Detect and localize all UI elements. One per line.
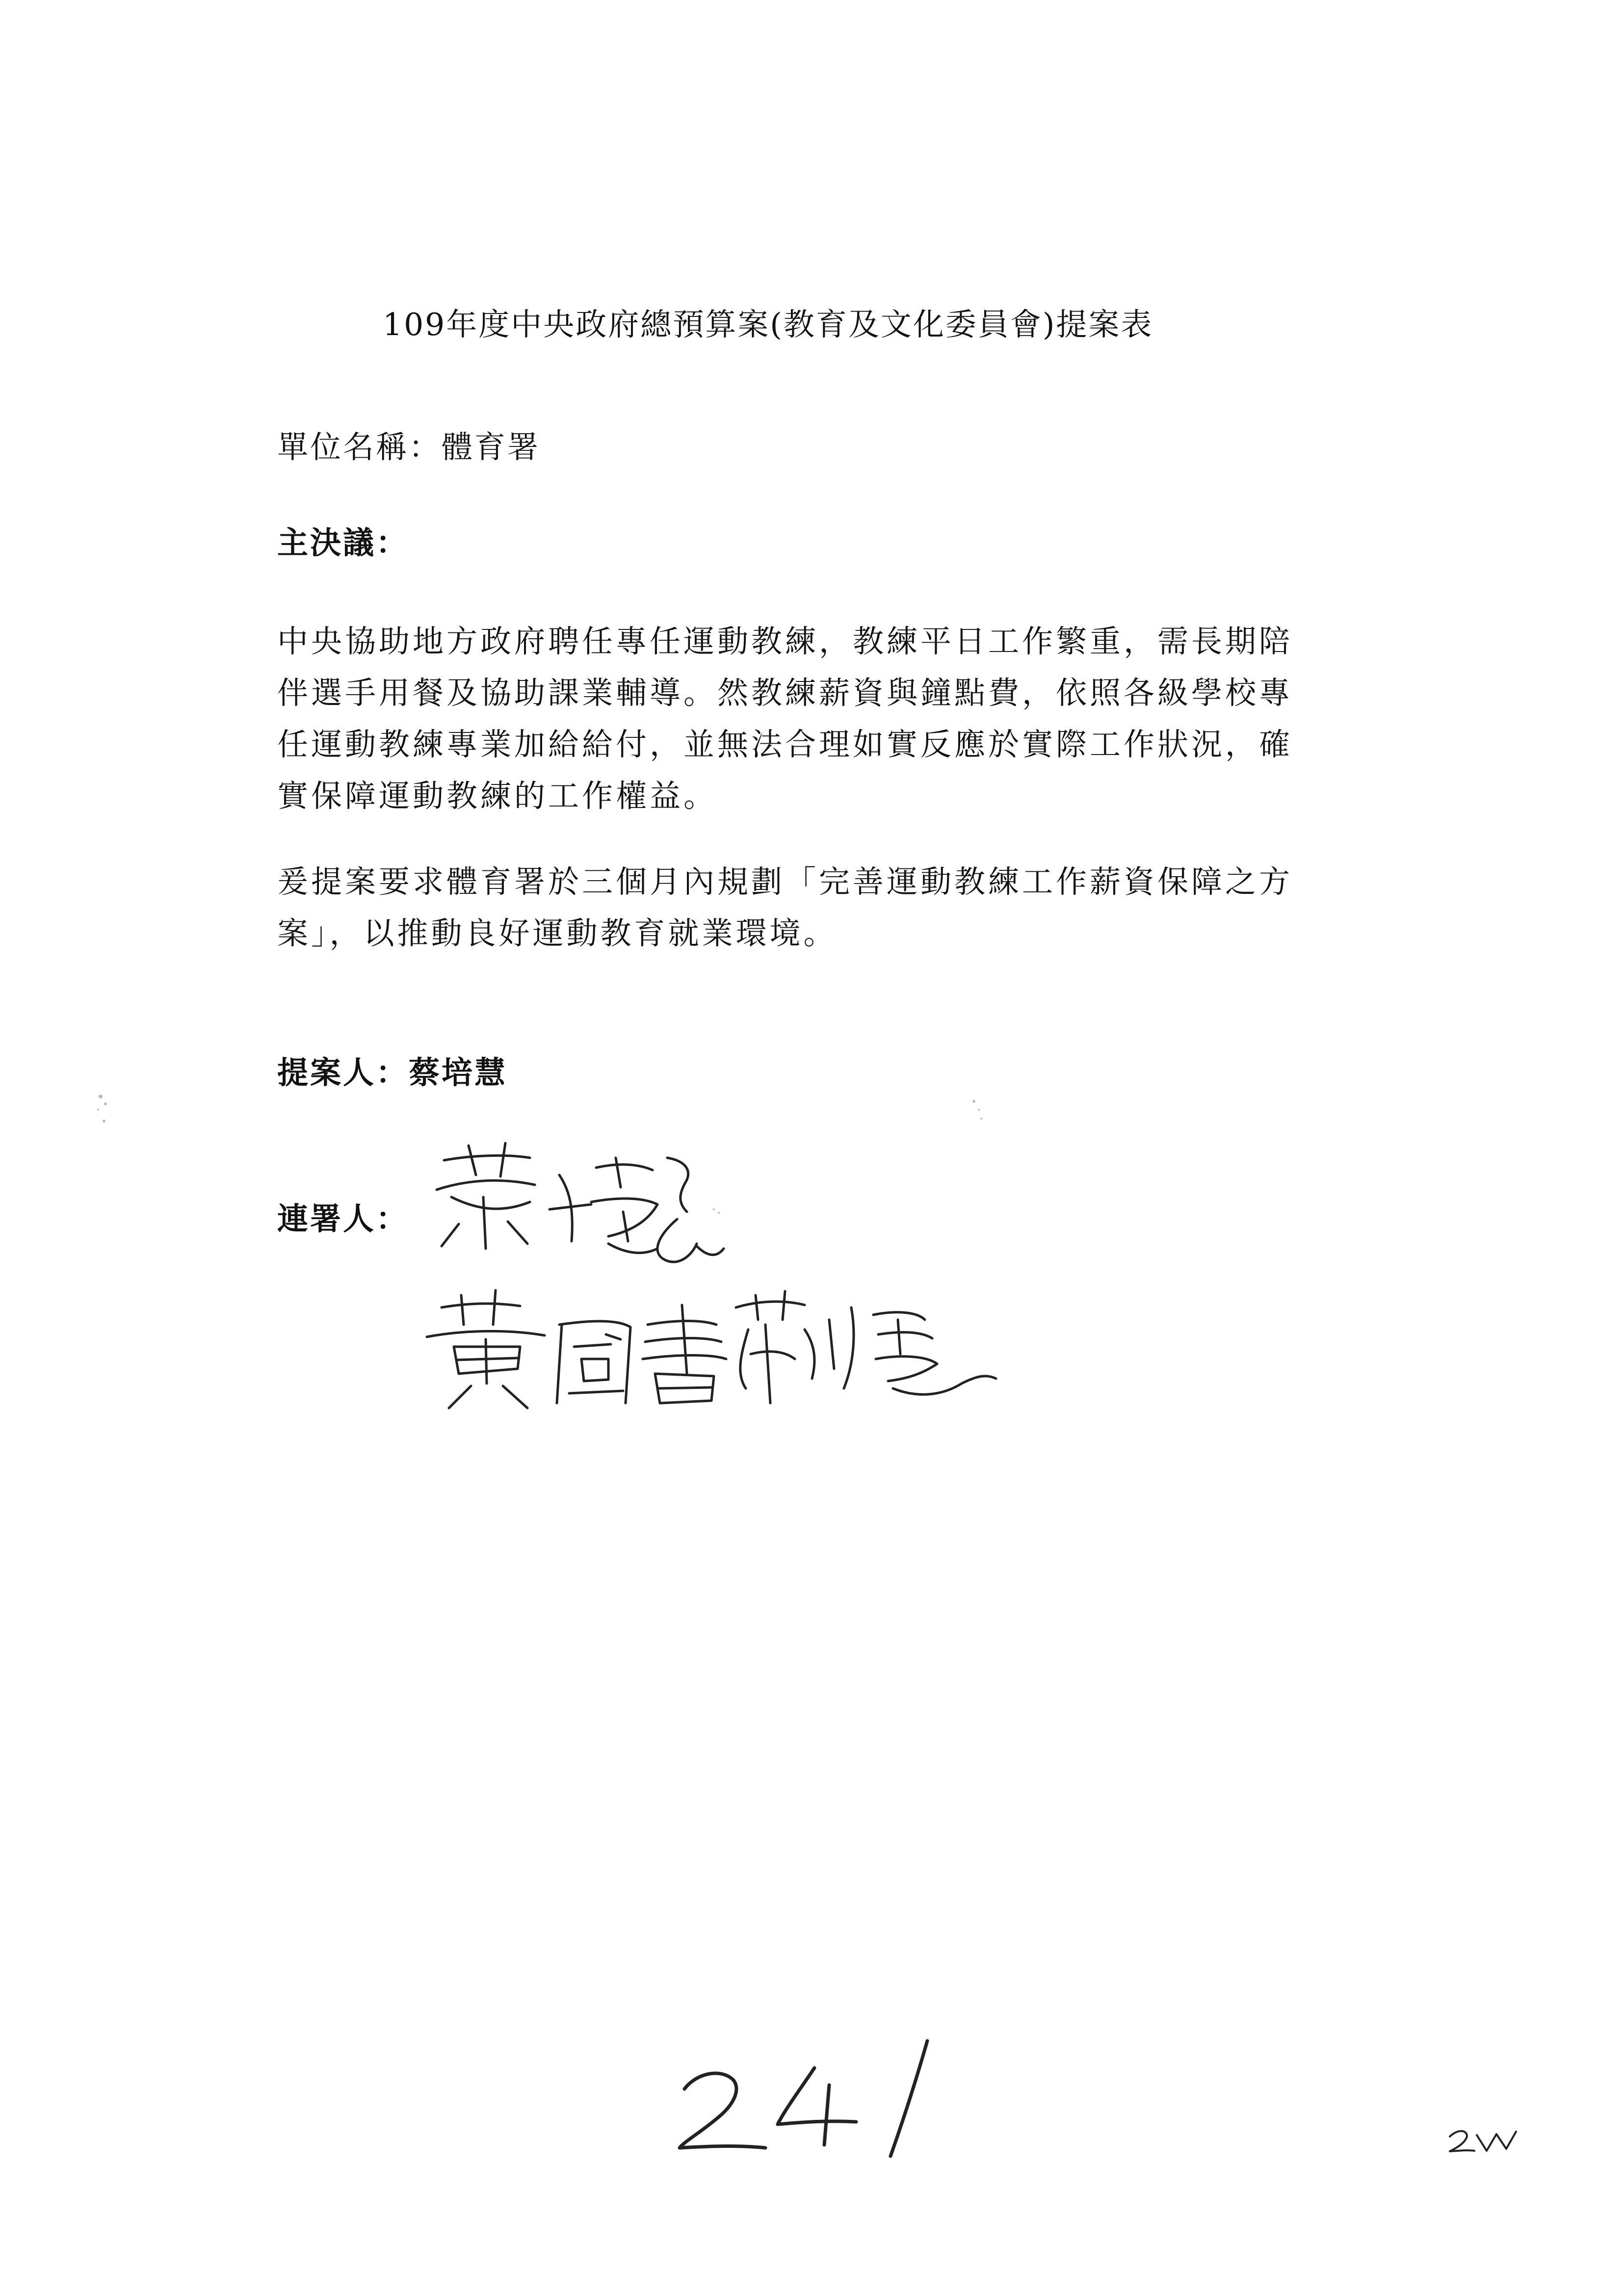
scan-specks	[97, 1095, 982, 1214]
proposer-line: 提案人：蔡培慧	[277, 1055, 507, 1091]
paragraph-1-line-3: 任運動教練專業加給給付，並無法合理如實反應於實際工作狀況，確	[277, 727, 1293, 762]
paragraph-1-line-4: 實保障運動教練的工作權益。	[277, 778, 717, 814]
page-number-handwritten	[680, 2041, 927, 2156]
paragraph-1-line-2: 伴選手用餐及協助課業輔導。然教練薪資與鐘點費，依照各級學校專	[277, 675, 1293, 711]
paragraph-2-line-2: 案」，以推動良好運動教育就業環境。	[277, 915, 838, 951]
unit-name-line: 單位名稱：體育署	[277, 429, 540, 465]
signature-1	[437, 1143, 724, 1262]
signature-3	[736, 1291, 996, 1403]
document-title: 109年度中央政府總預算案(教育及文化委員會)提案表	[383, 307, 1153, 342]
corner-mark-handwritten	[1450, 2131, 1516, 2151]
paragraph-1-line-1: 中央協助地方政府聘任專任運動教練，教練平日工作繁重，需長期陪	[277, 624, 1293, 659]
main-resolution-label: 主決議：	[277, 525, 409, 561]
signature-2	[427, 1290, 726, 1408]
paragraph-2-line-1: 爰提案要求體育署於三個月內規劃「完善運動教練工作薪資保障之方	[277, 864, 1293, 900]
cosigner-label: 連署人：	[277, 1201, 409, 1237]
